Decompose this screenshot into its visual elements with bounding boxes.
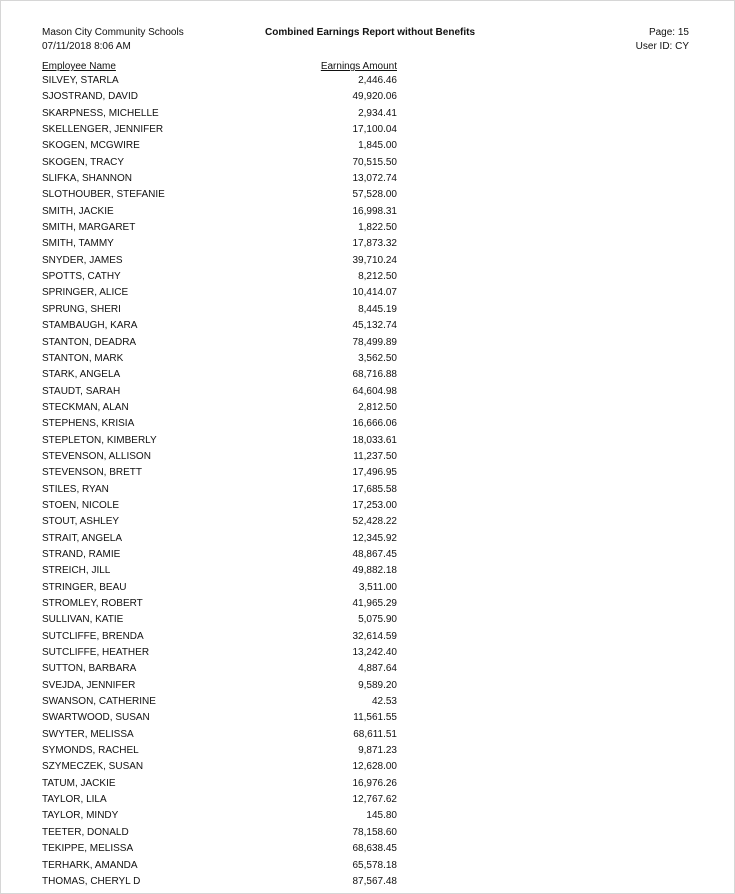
table-row bbox=[1, 728, 735, 744]
organization-name: Mason City Community Schools bbox=[42, 27, 184, 38]
employee-name: TAYLOR, MINDY bbox=[42, 810, 119, 822]
earnings-amount: 2,446.46 bbox=[358, 75, 397, 86]
report-title: Combined Earnings Report without Benefits bbox=[265, 27, 476, 38]
earnings-amount: 13,072.74 bbox=[352, 173, 397, 185]
employee-name: STRINGER, BEAU bbox=[42, 581, 127, 593]
employee-name: STANTON, DEADRA bbox=[42, 336, 137, 348]
table-row bbox=[1, 646, 735, 662]
employee-name: STANTON, MARK bbox=[42, 352, 124, 364]
column-header-earnings-amount: Earnings Amount bbox=[320, 61, 397, 72]
employee-name: SUTTON, BARBARA bbox=[42, 663, 137, 675]
employee-name: SJOSTRAND, DAVID bbox=[42, 91, 138, 103]
table-row bbox=[1, 221, 735, 237]
table-row bbox=[1, 74, 735, 90]
table-row bbox=[1, 352, 735, 368]
table-row bbox=[1, 286, 735, 302]
earnings-amount: 17,685.58 bbox=[352, 483, 397, 495]
earnings-amount: 68,716.88 bbox=[352, 369, 397, 381]
employee-name: STAMBAUGH, KARA bbox=[42, 320, 138, 332]
employee-name: STRAND, RAMIE bbox=[42, 548, 121, 560]
report-datetime: 07/11/2018 8:06 AM bbox=[42, 41, 131, 52]
employee-name: SPRUNG, SHERI bbox=[42, 303, 121, 315]
table-row bbox=[1, 842, 735, 858]
table-row bbox=[1, 760, 735, 776]
table-row bbox=[1, 205, 735, 221]
report-header-left bbox=[42, 26, 184, 54]
table-row bbox=[1, 188, 735, 204]
employee-name: SPOTTS, CATHY bbox=[42, 271, 121, 283]
earnings-amount: 4,887.64 bbox=[358, 663, 397, 675]
table-row bbox=[1, 450, 735, 466]
employee-name: SWARTWOOD, SUSAN bbox=[42, 712, 150, 724]
earnings-amount: 16,998.31 bbox=[352, 205, 397, 217]
table-row bbox=[1, 270, 735, 286]
employee-name: SNYDER, JAMES bbox=[42, 254, 123, 266]
earnings-amount: 41,965.29 bbox=[352, 598, 397, 609]
user-id: User ID: CY bbox=[635, 41, 689, 52]
table-row bbox=[1, 679, 735, 695]
table-row bbox=[1, 368, 735, 384]
table-row bbox=[1, 319, 735, 335]
earnings-amount: 8,212.50 bbox=[358, 271, 397, 283]
employee-name: SWYTER, MELISSA bbox=[42, 728, 134, 740]
employee-name: TEKIPPE, MELISSA bbox=[42, 843, 134, 855]
table-row bbox=[1, 744, 735, 760]
earnings-amount: 78,499.89 bbox=[352, 336, 397, 348]
table-row bbox=[1, 172, 735, 188]
employee-name: SYMONDS, RACHEL bbox=[42, 745, 139, 757]
employee-name: STARK, ANGELA bbox=[42, 369, 121, 381]
column-header-employee-name: Employee Name bbox=[42, 61, 116, 72]
employee-name: SMITH, TAMMY bbox=[42, 238, 114, 250]
earnings-amount: 17,873.32 bbox=[352, 238, 397, 250]
earnings-amount: 1,845.00 bbox=[358, 140, 397, 152]
table-row bbox=[1, 401, 735, 417]
table-row bbox=[1, 515, 735, 531]
earnings-amount: 13,242.40 bbox=[352, 647, 397, 659]
table-row bbox=[1, 793, 735, 809]
earnings-amount: 45,132.74 bbox=[352, 320, 397, 332]
employee-name: SKARPNESS, MICHELLE bbox=[42, 107, 159, 119]
earnings-amount: 42.53 bbox=[371, 696, 397, 708]
employee-name: SKELLENGER, JENNIFER bbox=[42, 124, 164, 136]
earnings-amount: 8,445.19 bbox=[358, 303, 397, 315]
employee-name: TATUM, JACKIE bbox=[42, 777, 116, 789]
earnings-amount: 78,158.60 bbox=[352, 826, 397, 838]
table-row bbox=[1, 662, 735, 678]
earnings-amount: 64,604.98 bbox=[352, 385, 397, 397]
table-row bbox=[1, 826, 735, 842]
earnings-amount: 12,767.62 bbox=[352, 794, 397, 806]
employee-name: SMITH, JACKIE bbox=[42, 205, 114, 217]
earnings-amount: 65,578.18 bbox=[352, 859, 397, 871]
page-number: Page: 15 bbox=[648, 27, 689, 38]
earnings-amount: 9,871.23 bbox=[358, 745, 397, 757]
table-row bbox=[1, 613, 735, 629]
table-row bbox=[1, 483, 735, 499]
employee-name: STEVENSON, BRETT bbox=[42, 467, 143, 479]
earnings-amount: 145.80 bbox=[366, 810, 397, 822]
earnings-amount: 17,253.00 bbox=[352, 499, 397, 511]
table-row bbox=[1, 548, 735, 564]
employee-name: SWANSON, CATHERINE bbox=[42, 696, 156, 708]
employee-name: SKOGEN, TRACY bbox=[42, 156, 125, 168]
employee-name: STAUDT, SARAH bbox=[42, 385, 121, 397]
table-row bbox=[1, 532, 735, 548]
table-row bbox=[1, 777, 735, 793]
table-row bbox=[1, 417, 735, 433]
employee-name: STILES, RYAN bbox=[42, 483, 109, 495]
table-row bbox=[1, 875, 735, 891]
employee-name: TAYLOR, LILA bbox=[42, 794, 107, 806]
table-row bbox=[1, 564, 735, 580]
table-row bbox=[1, 630, 735, 646]
table-row bbox=[1, 434, 735, 450]
earnings-amount: 1,822.50 bbox=[358, 222, 397, 234]
employee-name: STOUT, ASHLEY bbox=[42, 516, 120, 528]
earnings-amount: 18,033.61 bbox=[352, 434, 397, 446]
earnings-amount: 52,428.22 bbox=[352, 516, 397, 528]
earnings-amount: 16,666.06 bbox=[352, 418, 397, 430]
employee-name: SPRINGER, ALICE bbox=[42, 287, 129, 299]
earnings-amount: 2,934.41 bbox=[358, 107, 397, 119]
earnings-amount: 48,867.45 bbox=[352, 548, 397, 560]
earnings-amount: 16,976.26 bbox=[352, 777, 397, 789]
table-row bbox=[1, 466, 735, 482]
earnings-amount: 11,237.50 bbox=[353, 450, 397, 462]
employee-name: STEPLETON, KIMBERLY bbox=[42, 434, 157, 446]
earnings-amount: 49,920.06 bbox=[352, 91, 397, 103]
earnings-amount: 12,345.92 bbox=[352, 532, 397, 544]
earnings-amount: 10,414.07 bbox=[352, 287, 397, 299]
employee-name: TEETER, DONALD bbox=[42, 826, 129, 838]
table-row bbox=[1, 581, 735, 597]
table-row bbox=[1, 303, 735, 319]
earnings-amount: 39,710.24 bbox=[352, 254, 397, 266]
report-header-right bbox=[636, 26, 689, 54]
table-row bbox=[1, 336, 735, 352]
table-row bbox=[1, 597, 735, 613]
employee-name: STOEN, NICOLE bbox=[42, 499, 120, 511]
table-row bbox=[1, 385, 735, 401]
earnings-amount: 68,638.45 bbox=[352, 843, 397, 855]
earnings-amount: 68,611.51 bbox=[353, 728, 397, 740]
employee-name: SUTCLIFFE, BRENDA bbox=[42, 630, 144, 642]
table-row bbox=[1, 254, 735, 270]
table-row bbox=[1, 123, 735, 139]
earnings-amount: 2,812.50 bbox=[358, 401, 397, 413]
earnings-amount: 17,100.04 bbox=[352, 124, 397, 136]
table-row bbox=[1, 156, 735, 172]
earnings-amount: 5,075.90 bbox=[358, 614, 397, 626]
earnings-amount: 3,562.50 bbox=[358, 352, 397, 364]
earnings-amount: 57,528.00 bbox=[352, 189, 397, 201]
table-row bbox=[1, 695, 735, 711]
earnings-amount: 11,561.55 bbox=[353, 712, 397, 724]
table-row bbox=[1, 139, 735, 155]
employee-name: TERHARK, AMANDA bbox=[42, 859, 138, 871]
table-row bbox=[1, 107, 735, 123]
table-row bbox=[1, 499, 735, 515]
employee-name: STECKMAN, ALAN bbox=[42, 401, 129, 413]
table-row bbox=[1, 809, 735, 825]
table-row bbox=[1, 237, 735, 253]
earnings-amount: 9,589.20 bbox=[358, 679, 397, 691]
earnings-amount: 17,496.95 bbox=[352, 467, 397, 479]
employee-name: SKOGEN, MCGWIRE bbox=[42, 140, 140, 152]
employee-name: STROMLEY, ROBERT bbox=[42, 598, 143, 609]
employee-name: SLOTHOUBER, STEFANIE bbox=[42, 189, 165, 201]
earnings-amount: 70,515.50 bbox=[352, 156, 397, 168]
earnings-amount: 32,614.59 bbox=[352, 630, 397, 642]
employee-name: SMITH, MARGARET bbox=[42, 222, 136, 234]
employee-name: STREICH, JILL bbox=[42, 565, 111, 577]
employee-name: SULLIVAN, KATIE bbox=[42, 614, 124, 626]
employee-name: SILVEY, STARLA bbox=[42, 75, 119, 86]
employee-name: SUTCLIFFE, HEATHER bbox=[42, 647, 150, 659]
table-row bbox=[1, 90, 735, 106]
employee-name: THOMAS, CHERYL D bbox=[42, 875, 141, 887]
employee-name: SVEJDA, JENNIFER bbox=[42, 679, 136, 691]
earnings-amount: 49,882.18 bbox=[352, 565, 397, 577]
employee-name: STEPHENS, KRISIA bbox=[42, 418, 135, 430]
earnings-list bbox=[1, 74, 735, 891]
table-row bbox=[1, 859, 735, 875]
earnings-amount: 3,511.00 bbox=[358, 581, 397, 593]
employee-name: SZYMECZEK, SUSAN bbox=[42, 761, 144, 773]
earnings-amount: 12,628.00 bbox=[352, 761, 397, 773]
earnings-amount: 87,567.48 bbox=[352, 875, 397, 887]
employee-name: SLIFKA, SHANNON bbox=[42, 173, 133, 185]
table-row bbox=[1, 711, 735, 727]
employee-name: STEVENSON, ALLISON bbox=[42, 450, 151, 462]
employee-name: STRAIT, ANGELA bbox=[42, 532, 123, 544]
